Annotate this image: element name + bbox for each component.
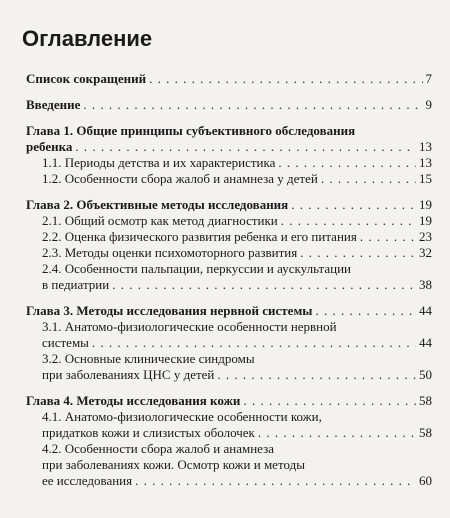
toc-entry-text: 3.1. Анатомо-физиологические особенности нервной: [42, 319, 337, 334]
dot-leader: [112, 276, 416, 294]
toc-page-number: 19: [419, 197, 432, 212]
toc-page-number: 58: [419, 393, 432, 408]
toc-entry-text: 4.2. Особенности сбора жалоб и анамнеза: [42, 441, 275, 456]
toc-page-number: 23: [419, 229, 432, 244]
toc-entry-text: 4.1. Анатомо-физиологические особенности кожи,: [42, 409, 322, 424]
toc-entry-text: 2.4. Особенности пальпации, перкуссии и аускультации: [42, 261, 351, 276]
toc-entry-text: Список сокращений: [26, 71, 147, 86]
toc-entry-text: Глава 1. Общие принципы субъективного обследования: [26, 123, 356, 138]
toc-page-number: 13: [419, 155, 432, 170]
toc-page-number: 13: [419, 139, 432, 154]
toc-page-number: 7: [425, 71, 432, 86]
toc-page-number: 38: [419, 277, 432, 292]
toc-entry-text: при заболеваниях ЦНС у детей: [42, 367, 215, 382]
toc-entry-text: Глава 3. Методы исследования нервной системы: [26, 303, 313, 318]
toc-entry-text: ее исследования: [42, 473, 133, 488]
toc-entry-text: 2.1. Общий осмотр как метод диагностики: [42, 213, 278, 228]
toc-page-number: 58: [419, 425, 432, 440]
dot-leader: [217, 366, 416, 384]
toc-page-number: 32: [419, 245, 432, 260]
toc-entry-text: системы: [42, 335, 89, 350]
toc-page-number: 44: [419, 335, 432, 350]
toc-section-4-2: [42, 472, 432, 490]
toc-entry-text: в педиатрии: [42, 277, 110, 292]
dot-leader: [135, 472, 416, 490]
dot-leader: [321, 170, 416, 188]
toc-entry-text: 2.3. Методы оценки психомоторного развития: [42, 245, 298, 260]
toc-page-number: 15: [419, 171, 432, 186]
toc-entry-abbreviations: [26, 70, 432, 88]
toc-entry-text: 3.2. Основные клинические синдромы: [42, 351, 255, 366]
toc-entry-text: Глава 4. Методы исследования кожи: [26, 393, 241, 408]
toc-entry-text: ребенка: [26, 139, 73, 154]
toc-page-number: 60: [419, 473, 432, 488]
toc-page-number: 50: [419, 367, 432, 382]
dot-leader: [149, 70, 422, 88]
toc-entry-text: Глава 2. Объективные методы исследования: [26, 197, 289, 212]
toc-entry-text: при заболеваниях кожи. Осмотр кожи и методы: [42, 457, 305, 472]
toc-page-number: 44: [419, 303, 432, 318]
dot-leader: [83, 96, 422, 114]
page-title: Оглавление: [22, 26, 153, 51]
toc-entry-text: придатков кожи и слизистых оболочек: [42, 425, 255, 440]
toc-entry-introduction: [26, 96, 432, 114]
toc-page-number: 9: [425, 97, 432, 112]
toc-entry-text: Введение: [26, 97, 81, 112]
toc-section-1-2: [42, 170, 432, 188]
toc-section-3-2: [42, 366, 432, 384]
toc-entry-text: 2.2. Оценка физического развития ребенка и его питания: [42, 229, 357, 244]
toc-section-2-4: [42, 276, 432, 294]
toc-entry-text: 1.2. Особенности сбора жалоб и анамнеза у детей: [42, 171, 318, 186]
toc-entry-text: 1.1. Периоды детства и их характеристика: [42, 155, 276, 170]
toc-page-number: 19: [419, 213, 432, 228]
